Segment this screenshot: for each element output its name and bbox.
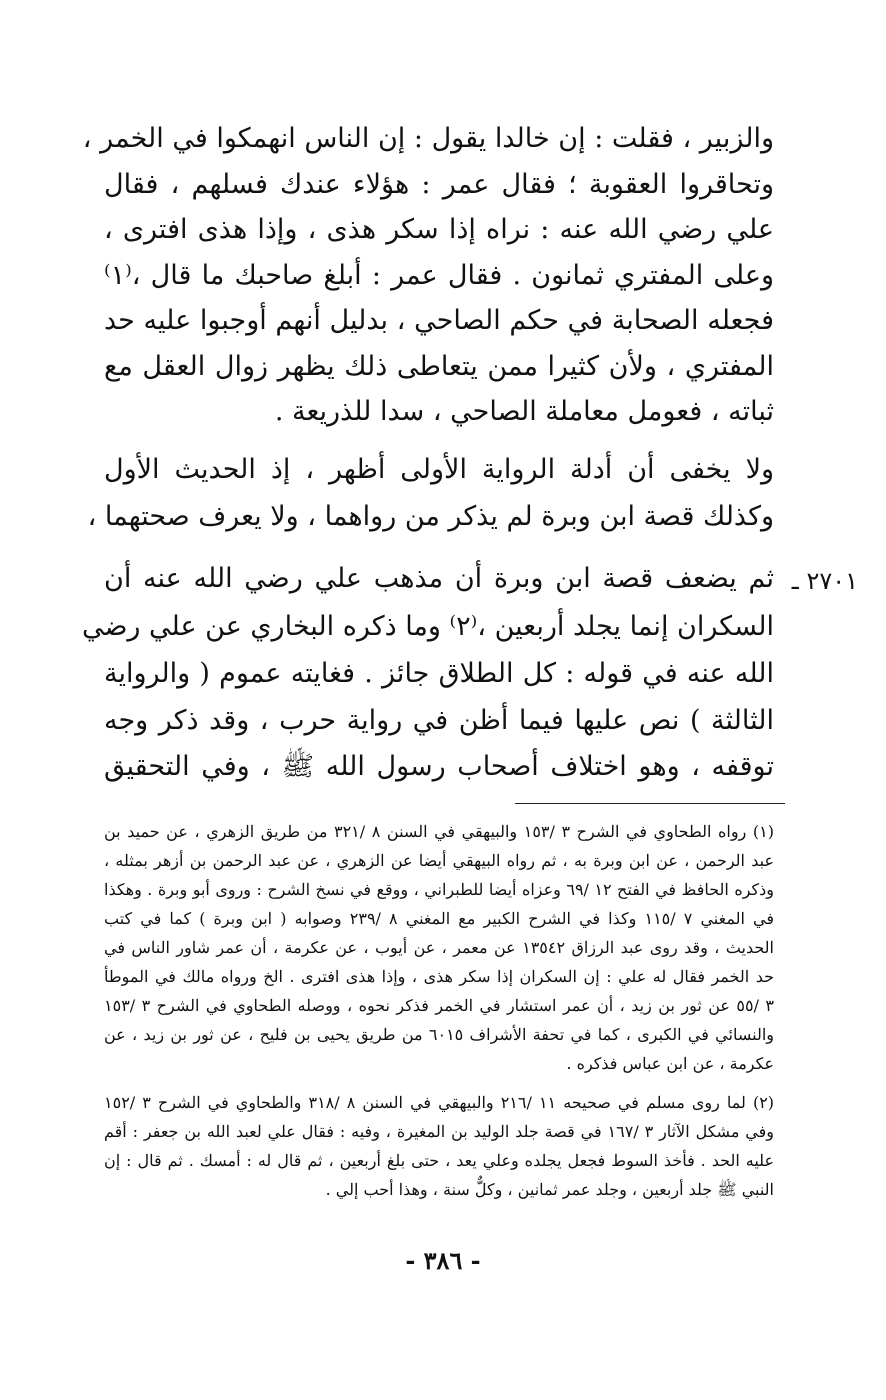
footnote-line: (١) رواه الطحاوي في الشرح ٣ /١٥٣ والبيهقي في السنن ٨ /٣٢١ من طريق الزهري ، عن حميد بن (104, 822, 774, 841)
text-line: السكران إنما يجلد أربعين ،⁽٢⁾ وما ذكره البخاري عن علي رضي (81, 611, 774, 642)
page-number: - ٣٨٦ - (405, 1246, 481, 1275)
footnote-line: في المغني ٧ /١١٥ وكذا في الشرح الكبير مع المغني ٨ /٢٣٩ وصوابه ( ابن وبرة ) كما في كتب (104, 909, 775, 928)
text-line: الثالثة ) نص عليها فيما أظن في رواية حرب ، وقد ذكر وجه (104, 705, 774, 736)
footnote-line: وذكره الحافظ في الفتح ١٢ /٦٩ وعزاه أيضا للطبراني ، ووقع في نسخ الشرح : وروى أبو وبرة . وهكذا (104, 880, 775, 899)
footnote-separator (515, 803, 785, 804)
footnote-line: ٣ /٥٥ عن ثور بن زيد ، أن عمر استشار في الخمر فذكر نحوه ، ووصله الطحاوي في الشرح ٣ /١٥٣ (104, 996, 775, 1015)
issue-number: ٢٧٠١ ـ (791, 567, 858, 595)
text-line: المفتري ، ولأن كثيرا ممن يتعاطى ذلك يظهر زوال العقل مع (104, 351, 774, 382)
footnote-line-last: النبي ﷺ جلد أربعين ، وجلد عمر ثمانين ، وكلٌّ سنة ، وهذا أحب إلي . (325, 1180, 774, 1199)
text-line: توقفه ، وهو اختلاف أصحاب رسول الله ﷺ ، وفي التحقيق (104, 751, 774, 782)
text-line: فجعله الصحابة في حكم الصاحي ، بدليل أنهم أوجبوا عليه حد (104, 305, 774, 336)
text-line-last: ثباته ، فعومل معاملة الصاحي ، سدا للذريعة . (274, 396, 774, 427)
footnote-line: عبد الرحمن ، عن ابن وبرة به ، ثم رواه البيهقي أيضا عن الزهري ، عن عبد الرحمن بن أزهر بمثله ، (104, 851, 774, 870)
text-line: علي رضي الله عنه : نراه إذا سكر هذى ، وإذا هذى افترى ، (104, 214, 774, 245)
footnote-line-last: عكرمة ، عن ابن عباس فذكره . (566, 1054, 774, 1073)
text-line: وعلى المفتري ثمانون . فقال عمر : أبلغ صاحبك ما قال ،⁽١⁾ (104, 260, 774, 291)
text-line: ولا يخفى أن أدلة الرواية الأولى أظهر ، إذ الحديث الأول (104, 454, 774, 485)
text-line: الله عنه في قوله : كل الطلاق جائز . فغايته عموم ( والرواية (104, 658, 774, 689)
text-line: وكذلك قصة ابن وبرة لم يذكر من رواهما ، ولا يعرف صحتهما ، (87, 501, 774, 532)
text-line: ثم يضعف قصة ابن وبرة أن مذهب علي رضي الله عنه أن (104, 563, 774, 594)
footnote-line: حد الخمر فقال له علي : إن السكران إذا سكر هذى ، وإذا هذى افترى . الخ ورواه مالك في الموطأ (104, 967, 775, 986)
footnote-line: والنسائي في الكبرى ، كما في تحفة الأشراف ٦٠١٥ من طريق يحيى بن فليح ، عن ثور بن زيد ، عن (104, 1025, 774, 1044)
footnote-line: وفي مشكل الآثار ٣ /١٦٧ في قصة جلد الوليد بن المغيرة ، وفيه : فقال علي لعبد الله بن جعفر : أقم (104, 1122, 774, 1141)
footnote-line: الحديث ، وقد روى عبد الرزاق ١٣٥٤٢ عن معمر ، عن أيوب ، عن عكرمة ، أن عمر شاور الناس في (104, 938, 774, 957)
footnote-line: (٢) لما روى مسلم في صحيحه ١١ /٢١٦ والبيهقي في السنن ٨ /٣١٨ والطحاوي في الشرح ٣ /١٥٢ (104, 1093, 775, 1112)
text-line: وتحاقروا العقوبة ؛ فقال عمر : هؤلاء عندك فسلهم ، فقال (104, 169, 774, 200)
footnote-line: عليه الحد . فأخذ السوط فجعل يجلده وعلي يعد ، حتى بلغ أربعين ، ثم قال له : أمسك . ثم قال : إن (104, 1151, 775, 1170)
text-line: والزبير ، فقلت : إن خالدا يقول : إن الناس انهمكوا في الخمر ، (82, 123, 774, 154)
